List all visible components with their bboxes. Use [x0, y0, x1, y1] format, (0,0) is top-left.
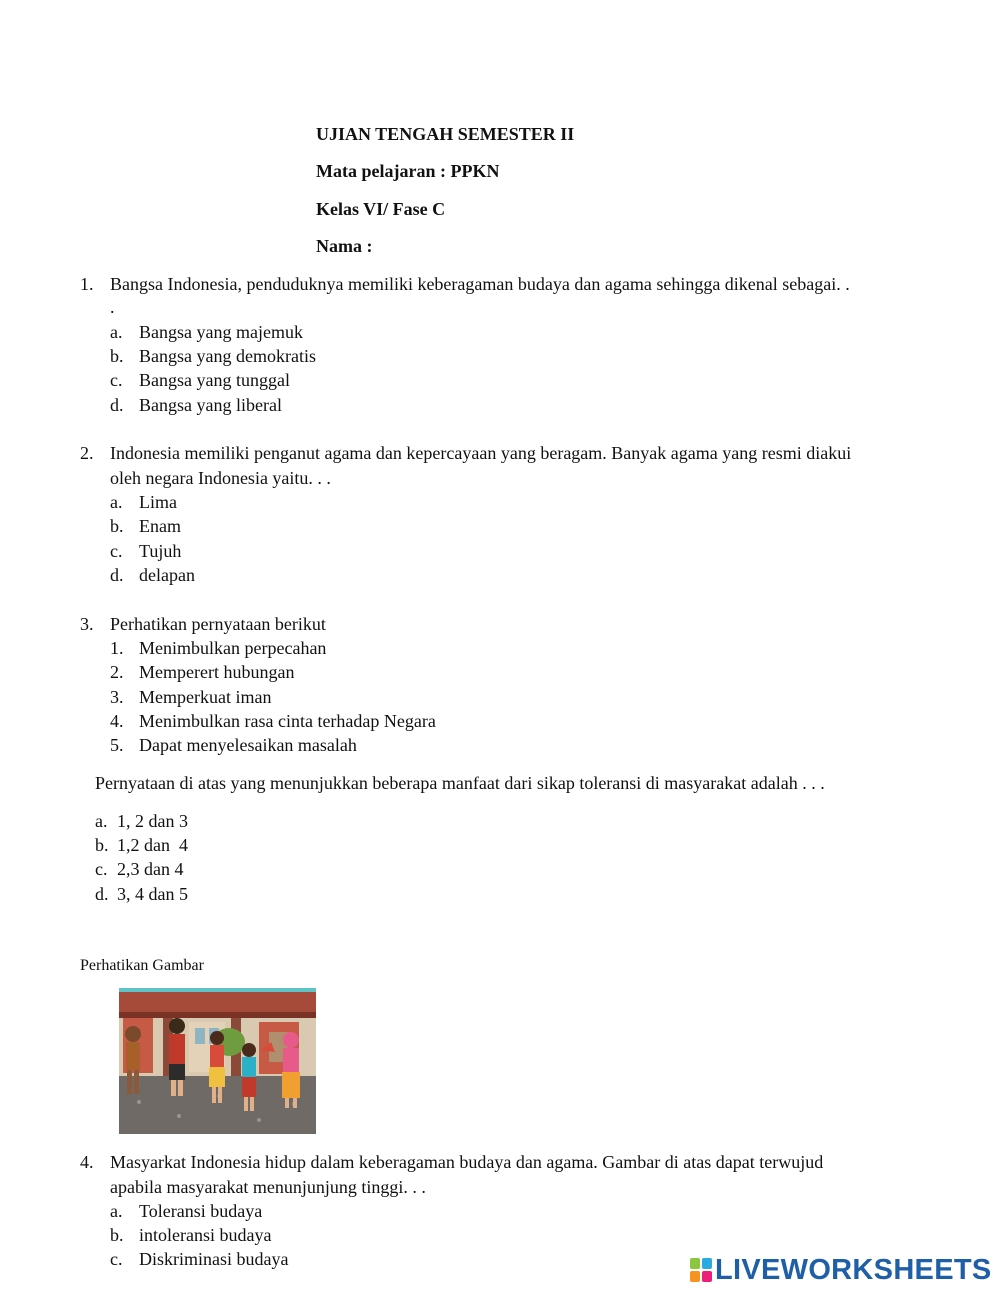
option-text[interactable]: 2,3 dan 4 — [117, 859, 184, 879]
liveworksheets-wordmark: LIVEWORKSHEETS — [715, 1253, 992, 1286]
question-text-continued: oleh negara Indonesia yaitu. . . — [110, 468, 331, 488]
option-text[interactable]: Diskriminasi budaya — [139, 1249, 289, 1269]
option-letter: b. — [95, 835, 109, 855]
option-letter: d. — [110, 395, 124, 415]
option-text[interactable]: Bangsa yang tunggal — [139, 370, 290, 390]
liveworksheets-logo — [690, 1254, 992, 1286]
option-text[interactable]: Bangsa yang majemuk — [139, 322, 303, 342]
option-letter: a. — [110, 492, 123, 512]
option-letter: a. — [110, 1201, 123, 1221]
option-text[interactable]: Bangsa yang demokratis — [139, 346, 316, 366]
statement-number: 1. — [110, 638, 124, 658]
statement-text: Menimbulkan rasa cinta terhadap Negara — [139, 711, 436, 731]
illustration-children-dancing — [119, 988, 316, 1134]
statement-number: 2. — [110, 662, 124, 682]
statement-text: Menimbulkan perpecahan — [139, 638, 327, 658]
question-number: 1. — [80, 274, 94, 294]
illustration-svg — [119, 992, 316, 1134]
question-number: 3. — [80, 614, 94, 634]
option-text[interactable]: 3, 4 dan 5 — [117, 884, 188, 904]
question-text: Masyarkat Indonesia hidup dalam keberagaman budaya dan agama. Gambar di atas dapat terwujud — [110, 1152, 824, 1172]
option-text[interactable]: Lima — [139, 492, 177, 512]
question-text-continued: apabila masyarakat menunjunjung tinggi. . . — [110, 1177, 426, 1197]
question-text: Indonesia memiliki penganut agama dan kepercayaan yang beragam. Banyak agama yang resmi diakui — [110, 443, 852, 463]
option-letter: b. — [110, 346, 124, 366]
class-line: Kelas VI/ Fase C — [316, 199, 446, 219]
option-text[interactable]: intoleransi budaya — [139, 1225, 272, 1245]
question-number: 4. — [80, 1152, 94, 1172]
option-text[interactable]: Tujuh — [139, 541, 182, 561]
option-text[interactable]: delapan — [139, 565, 195, 585]
option-letter: c. — [110, 541, 123, 561]
statement-text: Dapat menyelesaikan masalah — [139, 735, 357, 755]
option-letter: c. — [110, 1249, 123, 1269]
live-badge-icon — [690, 1258, 712, 1282]
option-letter: c. — [110, 370, 123, 390]
option-letter: d. — [95, 884, 109, 904]
statement-number: 5. — [110, 735, 124, 755]
option-letter: d. — [110, 565, 124, 585]
exam-title: UJIAN TENGAH SEMESTER II — [316, 124, 575, 144]
picture-label: Perhatikan Gambar — [80, 957, 204, 974]
option-text[interactable]: Toleransi budaya — [139, 1201, 263, 1221]
option-letter: a. — [110, 322, 123, 342]
statement-number: 3. — [110, 687, 124, 707]
subject-line: Mata pelajaran : PPKN — [316, 161, 500, 181]
question-number: 2. — [80, 443, 94, 463]
option-text[interactable]: Enam — [139, 516, 181, 536]
option-letter: b. — [110, 516, 124, 536]
option-letter: c. — [95, 859, 108, 879]
statement-text: Memperkuat iman — [139, 687, 272, 707]
question-text: Perhatikan pernyataan berikut — [110, 614, 326, 634]
question-text-continued: . — [110, 297, 115, 317]
option-letter: a. — [95, 811, 108, 831]
option-text[interactable]: 1,2 dan 4 — [117, 835, 188, 855]
option-text[interactable]: Bangsa yang liberal — [139, 395, 282, 415]
question-text: Bangsa Indonesia, penduduknya memiliki keberagaman budaya dan agama sehingga dikenal sebagai. . — [110, 274, 850, 294]
name-line: Nama : — [316, 236, 373, 256]
statement-text: Memperert hubungan — [139, 662, 295, 682]
option-letter: b. — [110, 1225, 124, 1245]
option-text[interactable]: 1, 2 dan 3 — [117, 811, 188, 831]
question-prompt: Pernyataan di atas yang menunjukkan beberapa manfaat dari sikap toleransi di masyarakat adalah . . . — [95, 773, 825, 793]
statement-number: 4. — [110, 711, 124, 731]
